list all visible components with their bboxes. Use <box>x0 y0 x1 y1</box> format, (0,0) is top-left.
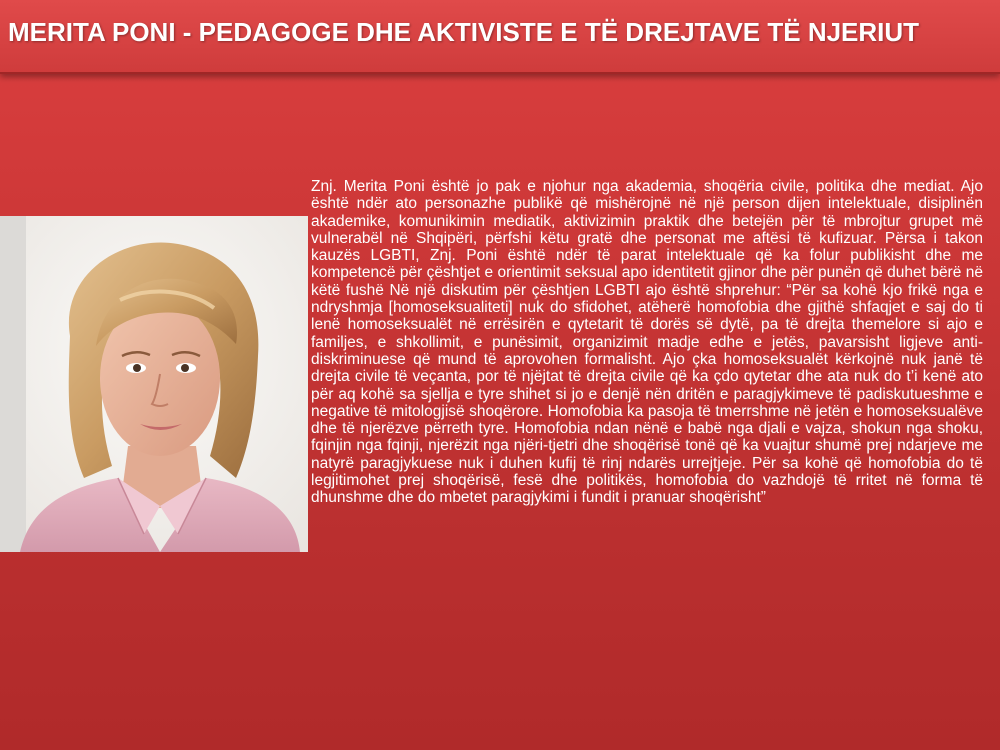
portrait-photo <box>0 216 308 552</box>
title-bar <box>0 0 1000 74</box>
biography-text: Znj. Merita Poni është jo pak e njohur nga akademia, shoqëria civile, politika dhe mediat. Ajo është ndër ato personazhe publikë që mishërojnë në një person dijen intelektuale, disiplinën akademike, komunikimin mediatik, aktivizimin praktik dhe betejën për të mbrojtur grupet më vulnerabël në Shqipëri, përfshi këtu gratë dhe personat me aftësi të kufizuar. Përsa i takon kauzës LGBTI, Znj. Poni është ndër të parat intelektuale që ka folur publikisht dhe me kompetencë për çështjet e orientimit seksual apo identitetit gjinor dhe për punën që duhet bërë në këtë fushë Në një diskutim për çështjen LGBTI ajo është shprehur: “Për sa kohë kjo frikë nga e ndryshmja [homoseksualiteti] nuk do sfidohet, atëherë homofobia dhe gjithë shfaqjet e saj do ti lenë homoseksualët në errësirën e qytetarit të dorës së dytë, pa të drejta themelore si ajo e familjes, e shkollimit, e punësimit, organizimit madje edhe e jetës, pavarsisht ligjeve anti-diskriminuese që mund të aprovohen formalisht. Ajo çka homoseksualët kërkojnë nuk janë të drejta civile të veçanta, por të njëjtat të drejta civile që ka çdo qytetar dhe ata nuk do t’i kenë ato për aq kohë sa sjellja e tyre shihet si jo e denjë nën dritën e paragjykimeve të padiskutueshme e negative të mitologjisë shoqërore. Homofobia ka pasoja të tmerrshme në jetën e homoseksualëve dhe të njerëzve përreth tyre. Homofobia ndan nënë e babë nga djali e vajza, shokun nga shoku, fqinjin nga fqinji, njerëzit nga njëri-tjetri dhe shoqërisë tonë që ka vuajtur shumë prej ndarjeve me natyrë paragjykuese nuk i duhen kufij të rinj ndarës urrejtjeje. Për sa kohë që homofobia do të legjitimohet prej shoqërisë, fesë dhe politikës, homofobia do vazhdojë të rritet në forma të dhunshme dhe do mbetet paragjykimi i fundit i pranuar shoqërisht” <box>311 178 983 507</box>
slide-title: MERITA PONI - PEDAGOGE DHE AKTIVISTE E TË DREJTAVE TË NJERIUT <box>8 17 920 47</box>
portrait-illustration <box>0 216 308 552</box>
